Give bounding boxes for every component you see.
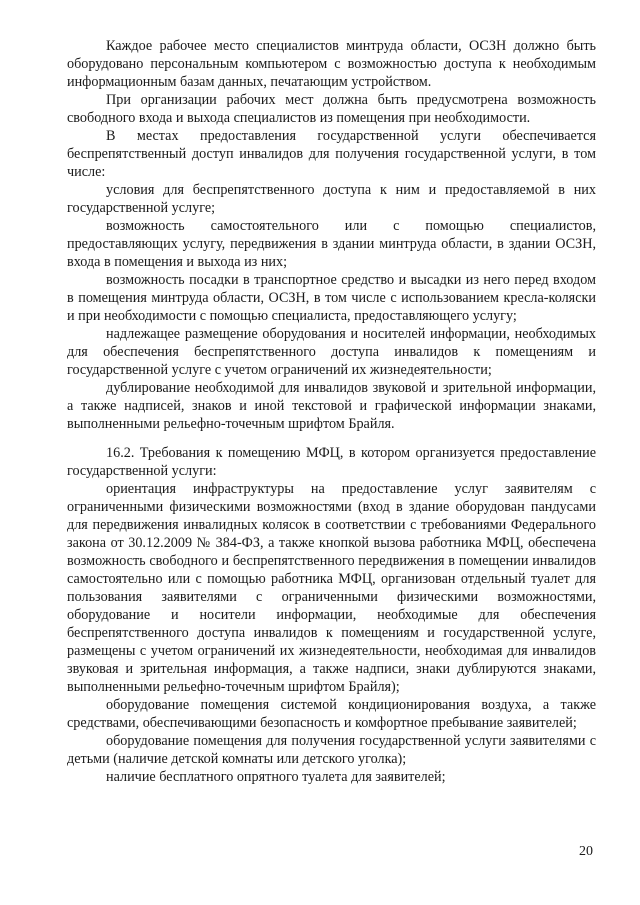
paragraph-free-entry: При организации рабочих мест должна быть предусмотрена возможность свободного входа и выхода специалистов из помещения при необходимости.	[67, 92, 596, 126]
paragraph-accessibility-intro: В местах предоставления государственной услуги обеспечивается беспрепятственный доступ инвалидов для получения государственной услуги, в том числе:	[67, 128, 596, 180]
list-item-braille: дублирование необходимой для инвалидов звуковой и зрительной информации, а также надписей, знаков и иной текстовой и графической информации знаками, выполненными рельефно-точечным шрифтом Брайля.	[67, 380, 596, 432]
list-item-children-room: оборудование помещения для получения государственной услуги заявителями с детьми (наличие детской комнаты или детского уголка);	[67, 733, 596, 767]
list-item-transport: возможность посадки в транспортное средство и высадки из него перед входом в помещения минтруда области, ОСЗН, в том числе с использованием кресла-коляски и при необходимости с помощью специалиста, предоставляющего услугу;	[67, 272, 596, 324]
list-item-movement: возможность самостоятельного или с помощью специалистов, предоставляющих услугу, передвижения в здании минтруда области, в здании ОСЗН, входа в помещения и выхода из них;	[67, 218, 596, 270]
paragraph-workplace-equipment: Каждое рабочее место специалистов минтруда области, ОСЗН должно быть оборудовано персональным компьютером с возможностью доступа к необходимым информационным базам данных, печатающим устройством.	[67, 38, 596, 90]
document-body	[67, 37, 596, 786]
list-item-equipment-placement: надлежащее размещение оборудования и носителей информации, необходимых для обеспечения беспрепятственного доступа инвалидов к помещениям и государственной услуге с учетом ограничений их жизнедеятельности;	[67, 326, 596, 378]
section-heading-16-2: 16.2. Требования к помещению МФЦ, в котором организуется предоставление государственной услуги:	[67, 445, 596, 479]
page-number: 20	[579, 844, 593, 859]
list-item-toilet: наличие бесплатного опрятного туалета для заявителей;	[106, 769, 446, 785]
list-item-air-conditioning: оборудование помещения системой кондиционирования воздуха, а также средствами, обеспечивающими безопасность и комфортное пребывание заявителей;	[67, 697, 596, 731]
list-item-infrastructure: ориентация инфраструктуры на предоставление услуг заявителям с ограниченными физическими возможностями (вход в здание оборудован пандусами для передвижения инвалидных колясок в соответствии с требованиями Федерального закона от 30.12.2009 № 384-ФЗ, а также кнопкой вызова работника МФЦ, обеспечена возможность свободного и беспрепятственного передвижения в помещении инвалидов самостоятельно или с помощью работника МФЦ, организован отдельный туалет для пользования заявителями с ограниченными физическими возможностями, оборудование и носители информации, необходимые для обеспечения беспрепятственного доступа инвалидов к помещениям и государственной услуге, размещены с учетом ограничений их жизнедеятельности, необходимая для инвалидов звуковая и зрительная информация, а также надписи, знаки дублируются знаками, выполненными рельефно-точечным шрифтом Брайля);	[67, 481, 596, 695]
list-item-access-conditions: условия для беспрепятственного доступа к ним и предоставляемой в них государственной услуге;	[67, 182, 596, 216]
